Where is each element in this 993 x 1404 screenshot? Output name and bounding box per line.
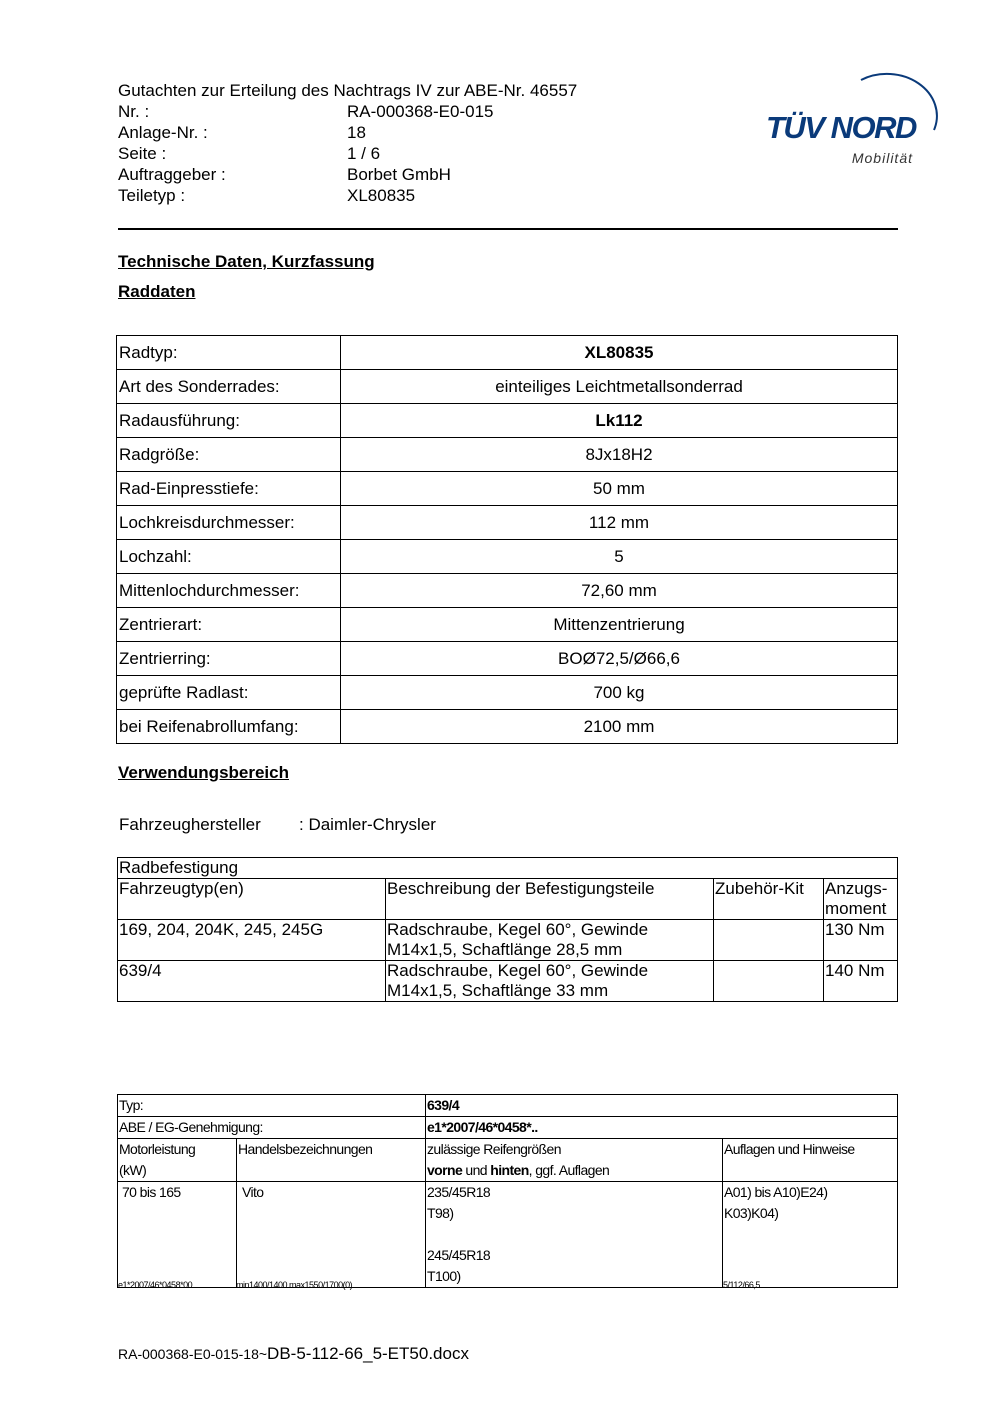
document-header — [118, 80, 577, 206]
table-row: Zentrierring: BOØ72,5/Ø66,6 — [117, 642, 898, 676]
header-row-teiletyp: Teiletyp : XL80835 — [118, 186, 416, 205]
header-row-seite: Seite : 1 / 6 — [118, 144, 381, 163]
logo-sub: Mobilität — [851, 150, 913, 166]
table-row: geprüfte Radlast: 700 kg — [117, 676, 898, 710]
fahrzeughersteller-label: Fahrzeughersteller — [119, 815, 261, 834]
table-row: Radgröße: 8Jx18H2 — [117, 438, 898, 472]
table-row: Mittenlochdurchmesser: 72,60 mm — [117, 574, 898, 608]
table-row — [118, 858, 898, 879]
tuev-nord-logo — [766, 60, 941, 170]
table-header-row: Motorleistung (kW) Handelsbezeichnungen zulässige Reifengrößen vorne und hinten, ggf. Auflagen Auflagen und Hinweise — [118, 1139, 898, 1182]
table-row: bei Reifenabrollumfang: 2100 mm — [117, 710, 898, 744]
typ-table — [117, 1094, 898, 1288]
header-row-auftraggeber: Auftraggeber : Borbet GmbH — [118, 165, 451, 184]
table-header-row: Fahrzeugtyp(en) Beschreibung der Befestigungsteile Zubehör-Kit Anzugs- moment — [118, 879, 898, 920]
fahrzeughersteller-value: : Daimler-Chrysler — [299, 815, 436, 834]
table-row: Zentrierart: Mittenzentrierung — [117, 608, 898, 642]
table-row: 169, 204, 204K, 245, 245G Radschraube, Kegel 60°, Gewinde M14x1,5, Schaftlänge 28,5 mm 130 Nm — [118, 920, 898, 961]
table-row: 639/4 Radschraube, Kegel 60°, Gewinde M14x1,5, Schaftlänge 33 mm 140 Nm — [118, 961, 898, 1002]
footer-filename: RA-000368-E0-015-18~DB-5-112-66_5-ET50.docx — [118, 1344, 469, 1363]
header-divider — [118, 228, 898, 230]
section-raddaten: Raddaten — [118, 282, 196, 301]
header-title: Gutachten zur Erteilung des Nachtrags IV zur ABE-Nr. 46557 — [118, 81, 578, 100]
table-row: Radausführung: Lk112 — [117, 404, 898, 438]
table-row: Typ: 639/4 — [118, 1095, 898, 1117]
table-row: 70 bis 165 Vito 235/45R18 T98) 245/45R18 T100) A01) bis A10)E24) K03)K04) — [118, 1182, 898, 1288]
small-code-left: e1*2007/46*0458*00 — [118, 1280, 193, 1290]
radbefestigung-table — [117, 857, 898, 1002]
table-row: Lochzahl: 5 — [117, 540, 898, 574]
section-technische-daten: Technische Daten, Kurzfassung — [118, 252, 375, 271]
table-row: Art des Sonderrades: einteiliges Leichtmetallsonderrad — [117, 370, 898, 404]
small-code-mid: min1400/1400 max1550/1700(0) — [236, 1280, 353, 1290]
logo-name: TÜV NORD — [766, 110, 916, 145]
section-verwendungsbereich: Verwendungsbereich — [118, 763, 289, 782]
header-row-nr: Nr. : RA-000368-E0-015 — [118, 102, 494, 121]
radbefestigung-title: Radbefestigung — [118, 858, 898, 879]
header-row-anlage: Anlage-Nr. : 18 — [118, 123, 366, 142]
table-row: Lochkreisdurchmesser: 112 mm — [117, 506, 898, 540]
raddaten-table — [116, 335, 898, 744]
small-code-right: 5/112/66,5 — [723, 1280, 760, 1290]
fahrzeughersteller — [119, 815, 436, 835]
table-row: Rad-Einpresstiefe: 50 mm — [117, 472, 898, 506]
table-row: ABE / EG-Genehmigung: e1*2007/46*0458*.. — [118, 1117, 898, 1139]
table-row: Radtyp: XL80835 — [117, 336, 898, 370]
